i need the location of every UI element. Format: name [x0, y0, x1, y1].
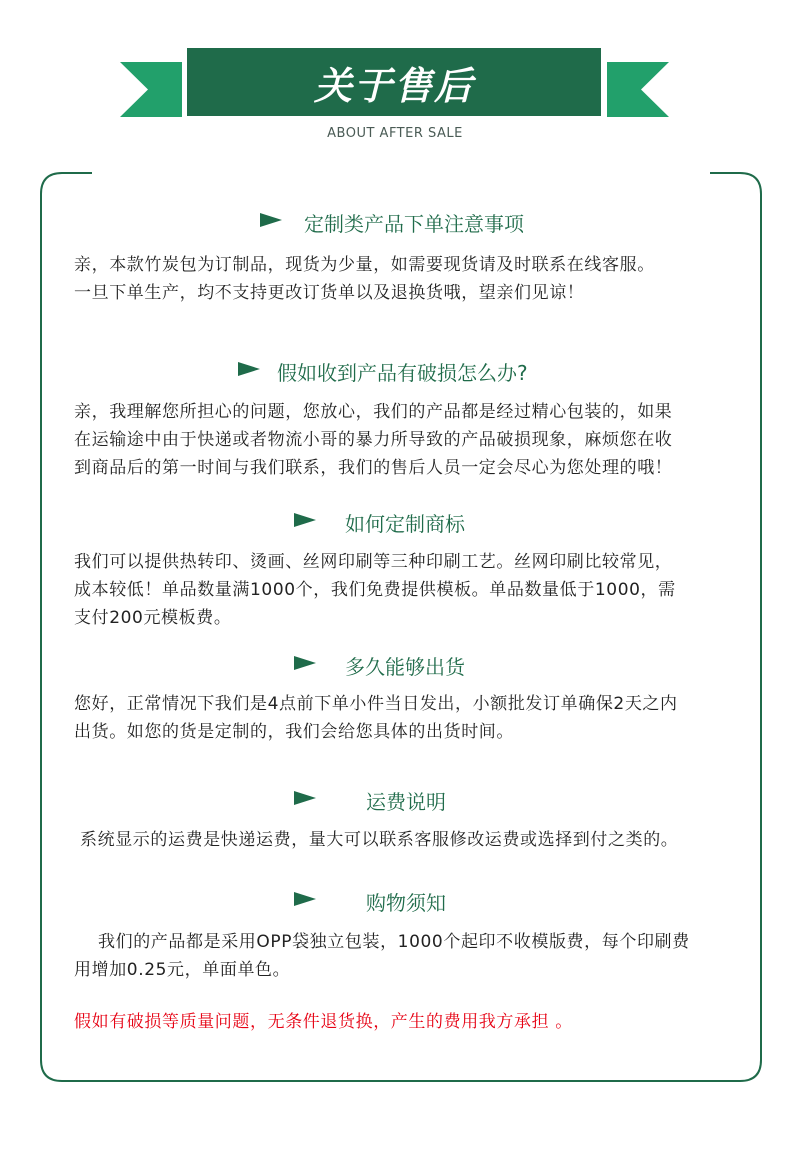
- banner-ribbon-left: [120, 62, 182, 117]
- section-heading: 假如收到产品有破损怎么办?: [0, 354, 790, 384]
- section-body: 亲，我理解您所担心的问题，您放心，我们的产品都是经过精心包装的，如果 在运输途中由于快递或者物流小哥的暴力所导致的产品破损现象，麻烦您在收 到商品后的第一时间与我们联系，我们的售后人员一定会尽心为您处理的哦！: [74, 402, 673, 478]
- triangle-bullet-icon: [238, 362, 260, 376]
- section-body: 系统显示的运费是快递运费，量大可以联系客服修改运费或选择到付之类的。: [80, 830, 679, 850]
- triangle-bullet-icon: [294, 513, 316, 527]
- warning-note: 假如有破损等质量问题，无条件退货换，产生的费用我方承担 。: [74, 1012, 573, 1032]
- section-heading: 如何定制商标: [0, 505, 790, 535]
- section-heading: 定制类产品下单注意事项: [0, 205, 790, 235]
- banner-ribbon-right: [607, 62, 669, 117]
- triangle-bullet-icon: [294, 892, 316, 906]
- triangle-bullet-icon: [260, 213, 282, 227]
- triangle-bullet-icon: [294, 656, 316, 670]
- page-subtitle: ABOUT AFTER SALE: [327, 126, 463, 141]
- section-body: 您好，正常情况下我们是4点前下单小件当日发出，小额批发订单确保2天之内 出货。如您的货是定制的，我们会给您具体的出货时间。: [74, 694, 678, 742]
- banner: [187, 48, 601, 116]
- page-title: 关于售后: [313, 63, 474, 108]
- section-heading: 多久能够出货: [0, 648, 790, 678]
- triangle-bullet-icon: [294, 791, 316, 805]
- section-body: 我们的产品都是采用OPP袋独立包装，1000个起印不收模版费，每个印刷费 用增加0.25元，单面单色。: [74, 932, 690, 980]
- section-heading: 购物须知: [0, 884, 790, 914]
- section-heading: 运费说明: [0, 783, 790, 813]
- section-body: 亲，本款竹炭包为订制品，现货为少量，如需要现货请及时联系在线客服。 一旦下单生产，均不支持更改订货单以及退换货哦，望亲们见谅！: [74, 255, 655, 303]
- section-body: 我们可以提供热转印、烫画、丝网印刷等三种印刷工艺。丝网印刷比较常见， 成本较低！单品数量满1000个，我们免费提供模板。单品数量低于1000，需 支付200元模板费。: [74, 552, 676, 628]
